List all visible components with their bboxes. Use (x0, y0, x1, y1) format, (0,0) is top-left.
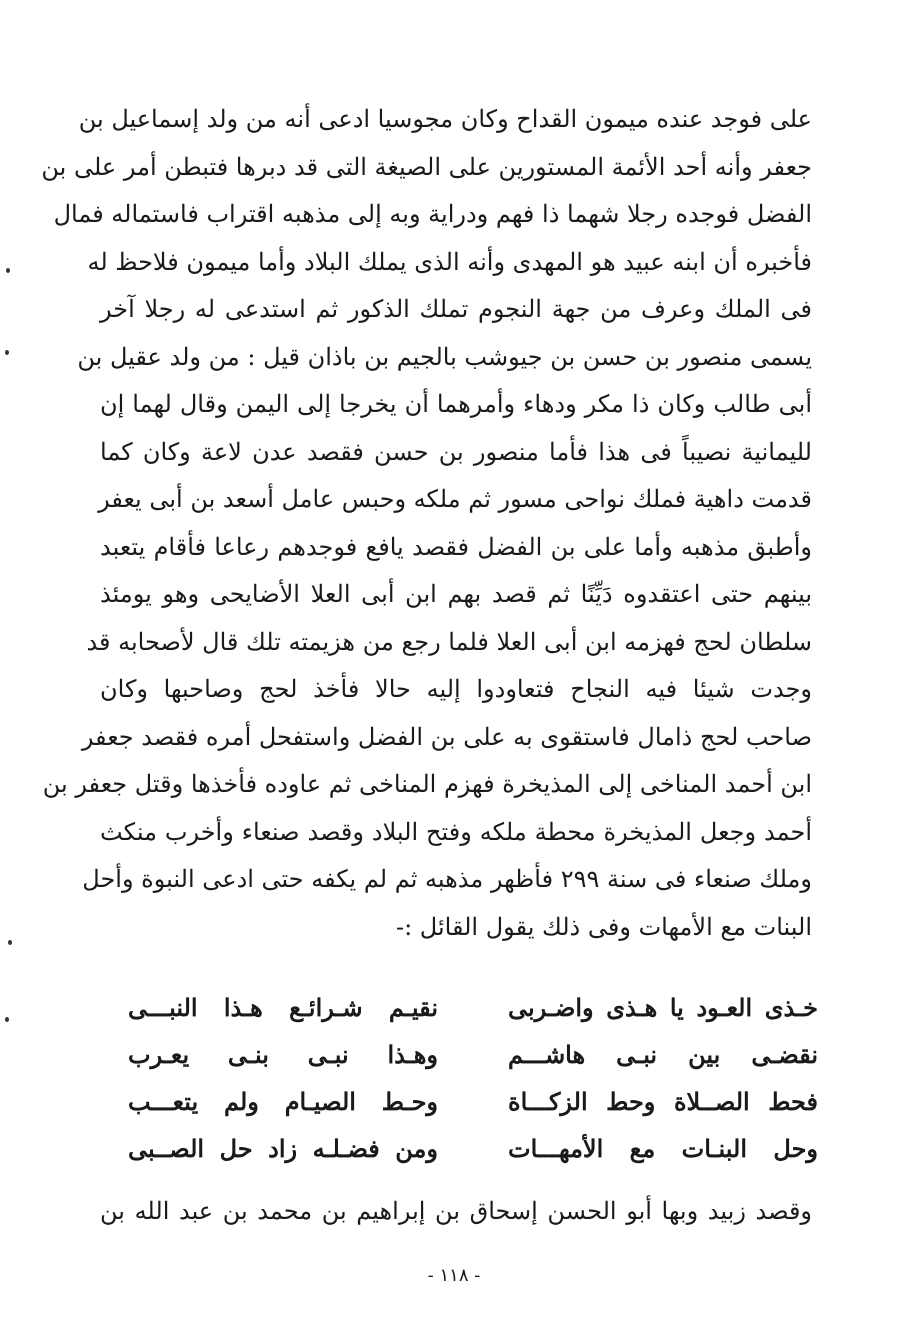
poem-verse (128, 1125, 818, 1172)
verse-first-hemistich: خـذى العـود يا هـذى واضـربى (508, 993, 818, 1022)
text-line: ابن أحمد المناخى إلى المذيخرة فهزم المناخى ثم عاوده فأخذها وقتل جعفر بن (42, 770, 812, 798)
text-line: جعفر وأنه أحد الأئمة المستورين على الصيغة التى قد دبرها فتبطن أمر على بن (41, 152, 812, 181)
poem-verse (128, 984, 818, 1031)
verse-second-hemistich: وحـط الصيـام ولم يتعـــب (128, 1087, 438, 1116)
text-line: وملك صنعاء فى سنة ٢٩٩ فأظهر مذهبه ثم لم يكفه حتى ادعى النبوة وأحل (82, 865, 812, 893)
text-line: وأطبق مذهبه وأما على بن الفضل فقصد يافع فوجدهم رعاعا فأقام يتعبد (100, 532, 812, 561)
text-line: صاحب لحج ذامال فاستقوى به على بن الفضل واستفحل أمره فقصد جعفر (81, 722, 812, 751)
verse-first-hemistich: نقضـى بين نبـى هاشـــم (508, 1040, 818, 1069)
text-line: وجدت شيئا فيه النجاح فتعاودوا إليه حالا فأخذ لحج وصاحبها وكان (100, 675, 812, 703)
text-line: بينهم حتى اعتقدوه دَيِّنًا ثم قصد بهم ابن أبى العلا الأضايحى وهو يومئذ (100, 580, 812, 608)
body-text (41, 96, 812, 951)
scan-speck (5, 350, 9, 355)
scan-speck (8, 940, 12, 945)
page-number: - ١١٨ - (427, 1265, 481, 1286)
poem-verses (128, 984, 818, 1172)
text-line: البنات مع الأمهات وفى ذلك يقول القائل :- (395, 912, 812, 941)
text-line: فى الملك وعرف من جهة النجوم تملك الذكور ثم استدعى له رجلا آخر (100, 295, 812, 323)
text-line: سلطان لحج فهزمه ابن أبى العلا فلما رجع من هزيمته تلك قال لأصحابه قد (86, 627, 812, 656)
text-line: فأخبره أن ابنه عبيد هو المهدى وأنه الذى يملك البلاد وأما ميمون فلاحظ له (87, 247, 812, 276)
text-line: قدمت داهية فملك نواحى مسور ثم ملكه وحبس عامل أسعد بن أبى يعفر (98, 485, 812, 513)
verse-first-hemistich: وحل البنـات مع الأمهـــات (508, 1134, 818, 1163)
verse-second-hemistich: نقيـم شـرائـع هـذا النبـــى (128, 993, 438, 1022)
text-line: على فوجد عنده ميمون القداح وكان مجوسيا ادعى أنه من ولد إسماعيل بن (78, 105, 812, 133)
scan-speck (5, 1017, 9, 1022)
text-line: لليمانية نصيباً فى هذا فأما منصور بن حسن فقصد عدن لاعة وكان كما (100, 437, 812, 466)
verse-second-hemistich: ومن فضـلـه زاد حل الصــبى (128, 1134, 438, 1163)
scan-speck (6, 268, 10, 273)
verse-second-hemistich: وهـذا نبـى بنـى يعـرب (128, 1040, 438, 1069)
text-line: أحمد وجعل المذيخرة محطة ملكه وفتح البلاد وقصد صنعاء وأخرب منكث (100, 817, 812, 846)
continuation-line: وقصد زبيد وبها أبو الحسن إسحاق بن إبراهيم بن محمد بن عبد الله بن (100, 1197, 812, 1225)
text-line: يسمى منصور بن حسن بن جيوشب بالجيم بن باذان قيل : من ولد عقيل بن (77, 342, 812, 371)
poem-verse (128, 1031, 818, 1078)
verse-first-hemistich: فحط الصــلاة وحط الزكـــاة (508, 1087, 818, 1116)
poem-verse (128, 1078, 818, 1125)
text-line: أبى طالب وكان ذا مكر ودهاء وأمرهما أن يخرجا إلى اليمن وقال لهما إن (100, 390, 812, 418)
text-line: الفضل فوجده رجلا شهما ذا فهم ودراية وبه إلى مذهبه اقتراب فاستماله فمال (53, 200, 812, 228)
